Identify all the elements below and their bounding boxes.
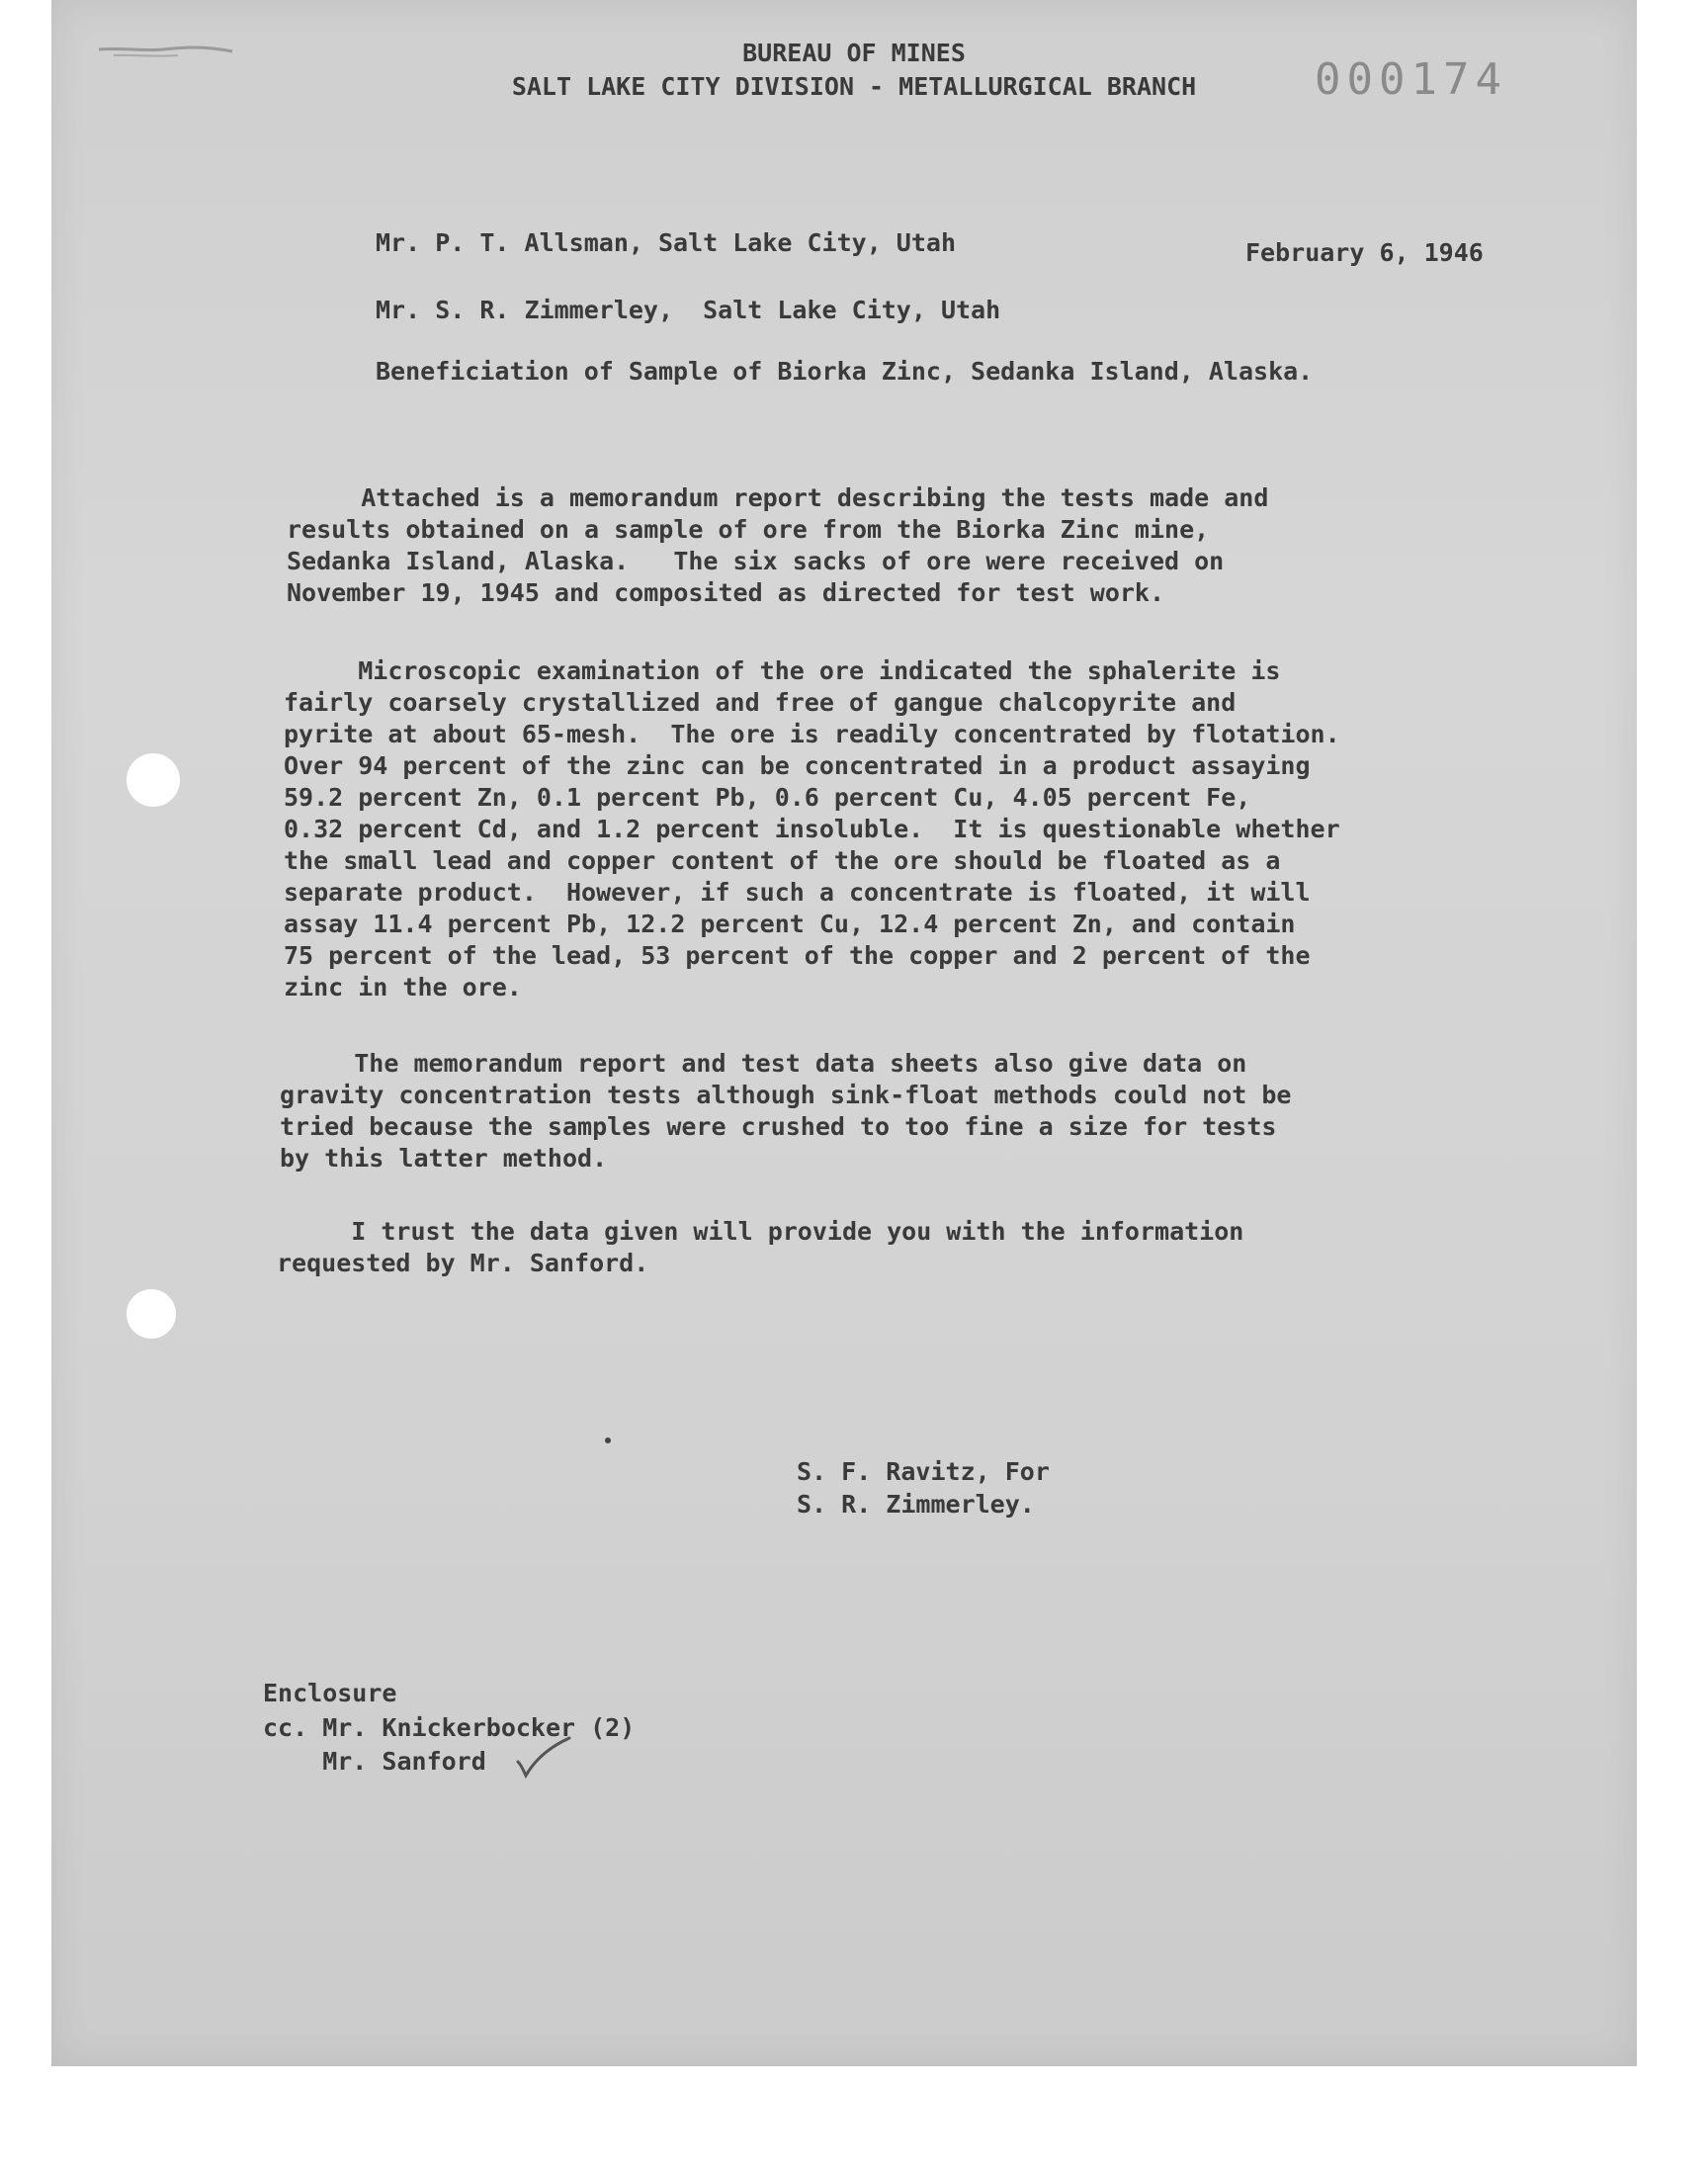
handwritten-checkmark-icon [514,1732,573,1782]
paragraph-line: pyrite at about 65-mesh. The ore is readily concentrated by flotation. [284,720,1340,748]
body-paragraph-3 [280,1048,1292,1174]
cc-knickerbocker: cc. Mr. Knickerbocker (2) [263,1713,636,1742]
signature-line-2: S. R. Zimmerley. [797,1490,1035,1519]
paragraph-line: Sedanka Island, Alaska. The six sacks of ore were received on [287,547,1225,575]
paragraph-line: by this latter method. [280,1144,608,1173]
memo-subject: Beneficiation of Sample of Biorka Zinc, Sedanka Island, Alaska. [376,357,1314,386]
enclosure-label: Enclosure [263,1679,397,1707]
punch-hole-bottom [127,1289,176,1339]
paragraph-line: requested by Mr. Sanford. [277,1249,649,1277]
paragraph-line: The memorandum report and test data sheets also give data on [280,1049,1247,1078]
paragraph-line: Microscopic examination of the ore indicated the sphalerite is [284,656,1281,685]
paragraph-line: fairly coarsely crystallized and free of gangue chalcopyrite and [284,688,1237,717]
paragraph-line: the small lead and copper content of the ore should be floated as a [284,846,1281,875]
paragraph-line: 75 percent of the lead, 53 percent of the copper and 2 percent of the [284,941,1311,970]
paragraph-line: I trust the data given will provide you with the information [277,1217,1244,1246]
body-paragraph-2 [284,655,1340,1003]
memo-from: Mr. S. R. Zimmerley, Salt Lake City, Utah [376,296,1001,324]
paragraph-line: gravity concentration tests although sink-float methods could not be [280,1081,1292,1109]
body-paragraph-4 [277,1216,1243,1279]
paragraph-line: tried because the samples were crushed to too fine a size for tests [280,1112,1277,1141]
memo-date: February 6, 1946 [1245,238,1484,267]
ink-dot [605,1437,611,1443]
paragraph-line: results obtained on a sample of ore from the Biorka Zinc mine, [287,515,1210,544]
memo-to: Mr. P. T. Allsman, Salt Lake City, Utah [376,228,956,257]
agency-heading: BUREAU OF MINES [742,39,966,67]
paragraph-line: assay 11.4 percent Pb, 12.2 percent Cu, 12.4 percent Zn, and contain [284,910,1296,938]
paragraph-line: November 19, 1945 and composited as directed for test work. [287,578,1165,607]
body-paragraph-1 [287,482,1268,609]
paragraph-line: 0.32 percent Cd, and 1.2 percent insoluble. It is questionable whether [284,815,1340,843]
punch-hole-top [127,753,180,807]
paragraph-line: 59.2 percent Zn, 0.1 percent Pb, 0.6 percent Cu, 4.05 percent Fe, [284,783,1251,812]
document-stamp-number: 000174 [1315,54,1507,105]
division-heading: SALT LAKE CITY DIVISION - METALLURGICAL BRANCH [511,72,1197,101]
paragraph-line: zinc in the ore. [284,973,522,1001]
signature-line-1: S. F. Ravitz, For [797,1457,1050,1486]
paragraph-line: separate product. However, if such a concentrate is floated, it will [284,878,1311,907]
cc-sanford: Mr. Sanford [263,1747,486,1776]
paragraph-line: Over 94 percent of the zinc can be concentrated in a product assaying [284,751,1311,780]
paragraph-line: Attached is a memorandum report describing the tests made and [287,483,1269,512]
